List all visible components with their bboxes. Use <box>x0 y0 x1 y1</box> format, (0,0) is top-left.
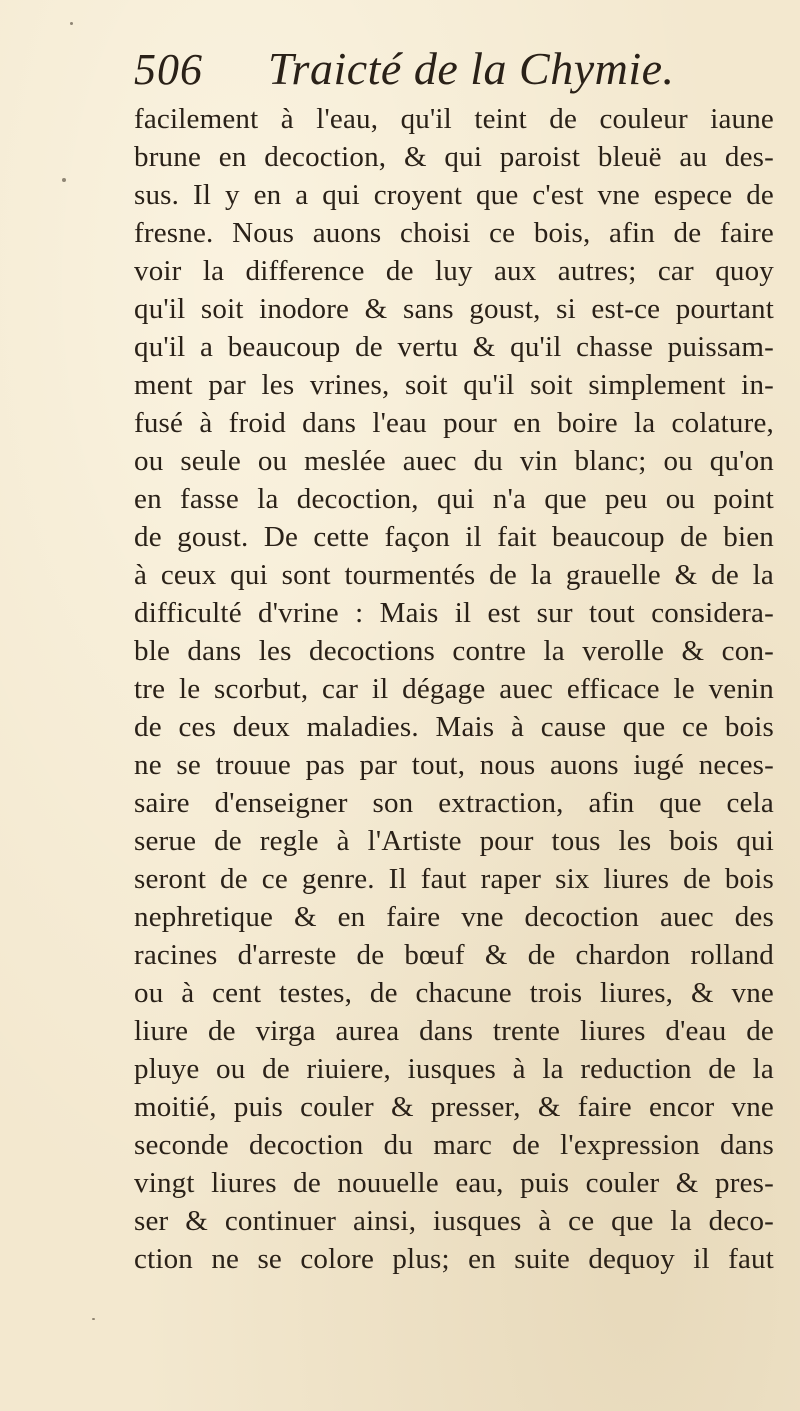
text-line: seront de ce genre. Il faut raper six liures de bois <box>134 863 774 895</box>
ink-speck <box>92 1318 95 1320</box>
text-line: sus. Il y en a qui croyent que c'est vne espece de <box>134 179 774 211</box>
text-line: liure de virga aurea dans trente liures d'eau de <box>134 1015 774 1047</box>
text-line: ou à cent testes, de chacune trois liures, & vne <box>134 977 774 1009</box>
text-line: ble dans les decoctions contre la verolle & con- <box>134 635 774 667</box>
page-number: 506 <box>134 45 203 94</box>
text-line: vingt liures de nouuelle eau, puis couler & pres- <box>134 1167 774 1199</box>
text-line: ser & continuer ainsi, iusques à ce que la deco- <box>134 1205 774 1237</box>
text-line: nephretique & en faire vne decoction auec des <box>134 901 774 933</box>
text-line: à ceux qui sont tourmentés de la grauelle & de la <box>134 559 774 591</box>
text-line: voir la difference de luy aux autres; car quoy <box>134 255 774 287</box>
text-line: racines d'arreste de bœuf & de chardon rolland <box>134 939 774 971</box>
ink-speck <box>62 178 66 182</box>
ink-speck <box>70 22 73 25</box>
text-line: difficulté d'vrine : Mais il est sur tout considera- <box>134 597 774 629</box>
text-line: pluye ou de riuiere, iusques à la reduction de la <box>134 1053 774 1085</box>
text-line: fusé à froid dans l'eau pour en boire la colature, <box>134 407 774 439</box>
text-line: de goust. De cette façon il fait beaucoup de bien <box>134 521 774 553</box>
text-line: saire d'enseigner son extraction, afin que cela <box>134 787 774 819</box>
running-title: Traicté de la Chymie. <box>268 43 675 94</box>
text-line: de ces deux maladies. Mais à cause que ce bois <box>134 711 774 743</box>
text-line: ment par les vrines, soit qu'il soit simplement in- <box>134 369 774 401</box>
text-line: ne se trouue pas par tout, nous auons iugé neces- <box>134 749 774 781</box>
text-line: fresne. Nous auons choisi ce bois, afin de faire <box>134 217 774 249</box>
body-text <box>134 100 774 1278</box>
text-line: seconde decoction du marc de l'expression dans <box>134 1129 774 1161</box>
text-line: facilement à l'eau, qu'il teint de couleur iaune <box>134 103 774 135</box>
page-header <box>0 40 800 100</box>
text-line: tre le scorbut, car il dégage auec efficace le venin <box>134 673 774 705</box>
text-line: ou seule ou meslée auec du vin blanc; ou qu'on <box>134 445 774 477</box>
text-line: qu'il a beaucoup de vertu & qu'il chasse puissam- <box>134 331 774 363</box>
text-line: ction ne se colore plus; en suite dequoy il faut <box>134 1243 774 1275</box>
text-line: brune en decoction, & qui paroist bleuë au des- <box>134 141 774 173</box>
text-line: moitié, puis couler & presser, & faire encor vne <box>134 1091 774 1123</box>
text-line: en fasse la decoction, qui n'a que peu ou point <box>134 483 774 515</box>
text-line: qu'il soit inodore & sans goust, si est-ce pourtant <box>134 293 774 325</box>
text-line: serue de regle à l'Artiste pour tous les bois qui <box>134 825 774 857</box>
